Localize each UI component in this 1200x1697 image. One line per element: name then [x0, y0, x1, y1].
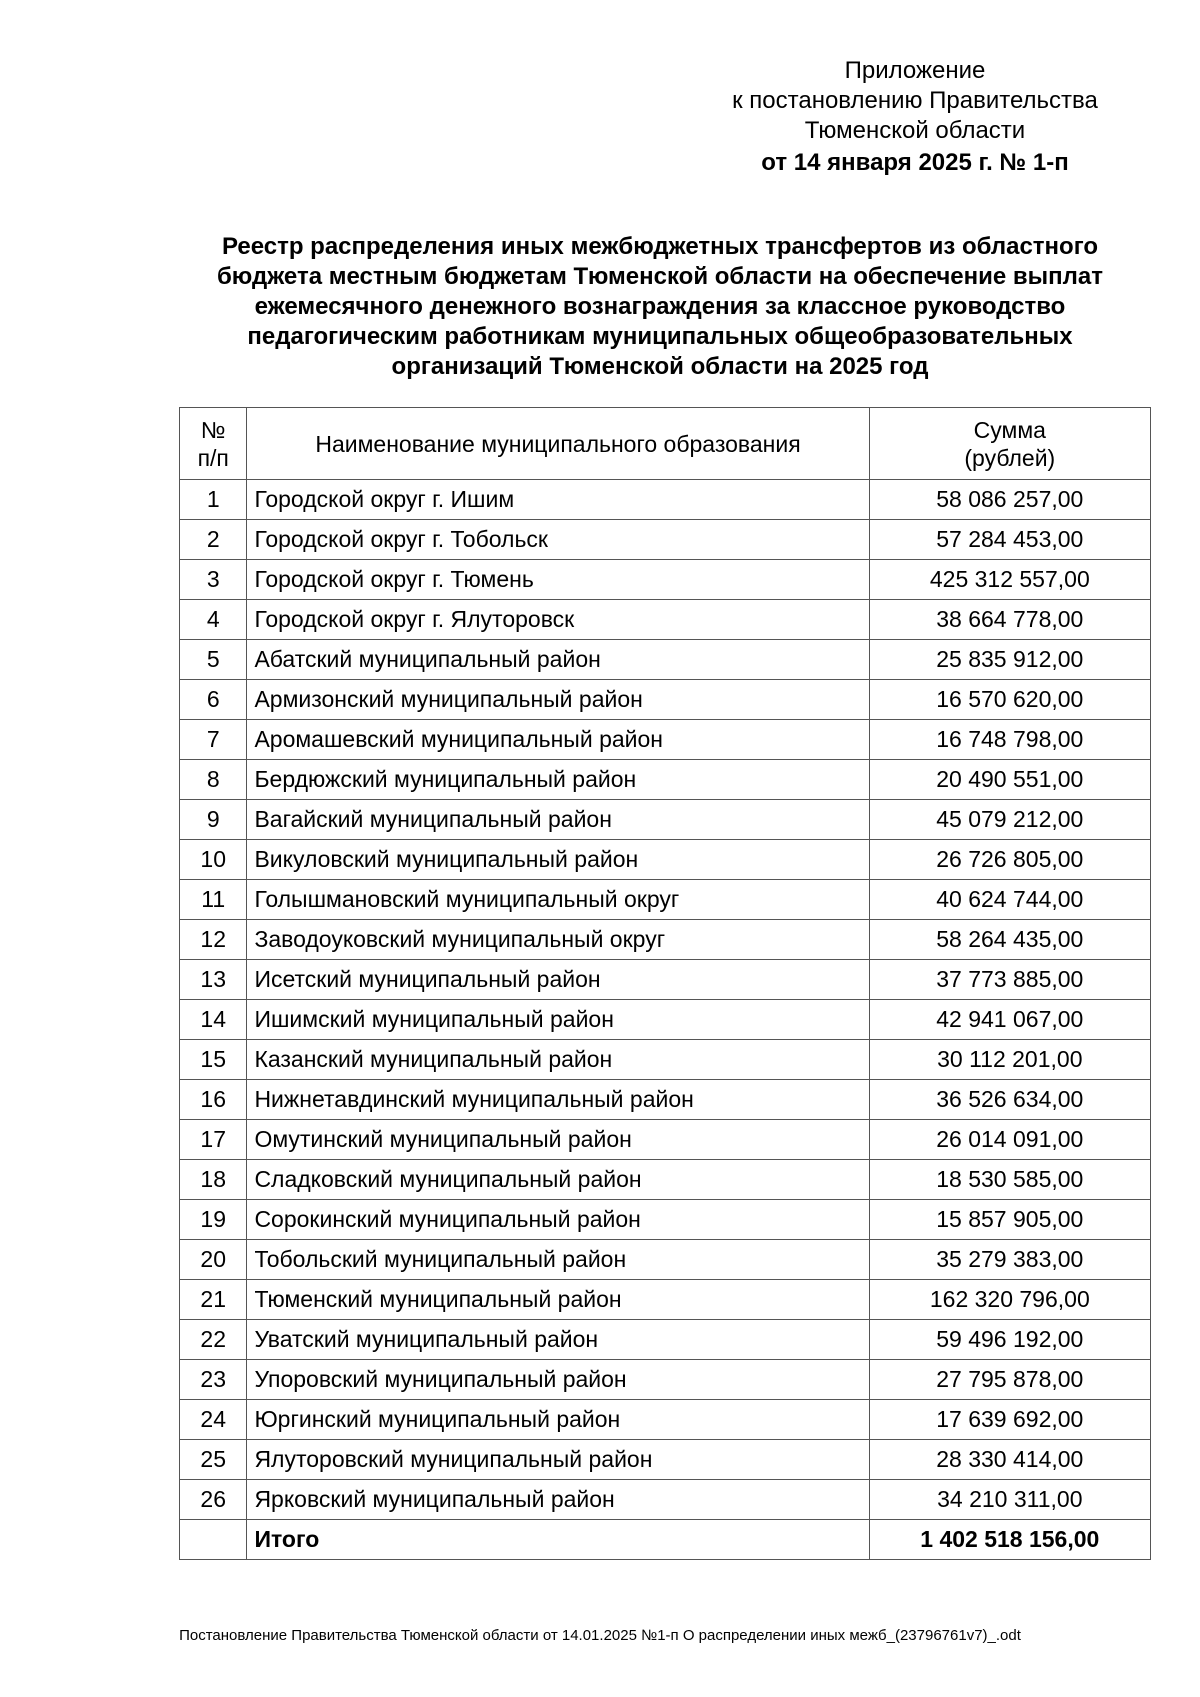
row-number: 2: [180, 520, 247, 560]
row-sum: 28 330 414,00: [869, 1440, 1150, 1480]
row-municipality: Вагайский муниципальный район: [247, 800, 869, 840]
row-municipality: Городской округ г. Тобольск: [247, 520, 869, 560]
title-line: Реестр распределения иных межбюджетных трансфертов из областного: [221, 233, 1099, 260]
row-number: 3: [180, 560, 247, 600]
row-sum: 26 014 091,00: [869, 1120, 1150, 1160]
header-sum-line1: Сумма: [973, 416, 1046, 443]
table-header-row: [180, 408, 1151, 480]
row-municipality: Городской округ г. Ишим: [247, 480, 869, 520]
row-sum: 18 530 585,00: [869, 1160, 1150, 1200]
row-number: 18: [180, 1160, 247, 1200]
table-row: [180, 880, 1151, 920]
row-municipality: Бердюжский муниципальный район: [247, 760, 869, 800]
row-sum: 162 320 796,00: [869, 1280, 1150, 1320]
table-row: [180, 960, 1151, 1000]
row-municipality: Уватский муниципальный район: [247, 1320, 869, 1360]
row-sum: 45 079 212,00: [869, 800, 1150, 840]
row-number: 8: [180, 760, 247, 800]
row-number: 23: [180, 1360, 247, 1400]
header-number: [180, 408, 247, 480]
row-sum: 35 279 383,00: [869, 1240, 1150, 1280]
row-municipality: Аромашевский муниципальный район: [247, 720, 869, 760]
appendix-region: Тюменской области: [804, 117, 1026, 144]
row-number: 12: [180, 920, 247, 960]
row-municipality: Тобольский муниципальный район: [247, 1240, 869, 1280]
table-row: [180, 800, 1151, 840]
row-municipality: Голышмановский муниципальный округ: [247, 880, 869, 920]
row-sum: 58 264 435,00: [869, 920, 1150, 960]
row-municipality: Заводоуковский муниципальный округ: [247, 920, 869, 960]
row-number: 19: [180, 1200, 247, 1240]
total-label: Итого: [247, 1520, 869, 1560]
row-sum: 30 112 201,00: [869, 1040, 1150, 1080]
row-municipality: Ялуторовский муниципальный район: [247, 1440, 869, 1480]
table-row: [180, 520, 1151, 560]
table-row: [180, 1000, 1151, 1040]
row-number: 14: [180, 1000, 247, 1040]
table-row: [180, 920, 1151, 960]
row-municipality: Армизонский муниципальный район: [247, 680, 869, 720]
row-sum: 57 284 453,00: [869, 520, 1150, 560]
table-row: [180, 480, 1151, 520]
row-sum: 40 624 744,00: [869, 880, 1150, 920]
row-number: 20: [180, 1240, 247, 1280]
table-row: [180, 1240, 1151, 1280]
row-number: 26: [180, 1480, 247, 1520]
header-number-line1: №: [200, 416, 226, 443]
row-number: 7: [180, 720, 247, 760]
table-row: [180, 600, 1151, 640]
row-municipality: Городской округ г. Тюмень: [247, 560, 869, 600]
appendix-date: от 14 января 2025 г. № 1-п: [761, 149, 1069, 176]
table-row: [180, 1320, 1151, 1360]
row-municipality: Исетский муниципальный район: [247, 960, 869, 1000]
row-sum: 20 490 551,00: [869, 760, 1150, 800]
row-sum: 16 570 620,00: [869, 680, 1150, 720]
table-row: [180, 1120, 1151, 1160]
header-sum: [869, 408, 1150, 480]
registry-body: [180, 480, 1151, 1560]
row-sum: 26 726 805,00: [869, 840, 1150, 880]
row-sum: 38 664 778,00: [869, 600, 1150, 640]
row-municipality: Тюменский муниципальный район: [247, 1280, 869, 1320]
row-number: 1: [180, 480, 247, 520]
table-row: [180, 1440, 1151, 1480]
row-sum: 425 312 557,00: [869, 560, 1150, 600]
row-sum: 17 639 692,00: [869, 1400, 1150, 1440]
row-number: 17: [180, 1120, 247, 1160]
table-row: [180, 1160, 1151, 1200]
row-number: 25: [180, 1440, 247, 1480]
table-row: [180, 1280, 1151, 1320]
row-number: 15: [180, 1040, 247, 1080]
row-sum: 27 795 878,00: [869, 1360, 1150, 1400]
row-number: 9: [180, 800, 247, 840]
row-municipality: Сорокинский муниципальный район: [247, 1200, 869, 1240]
total-row: [180, 1520, 1151, 1560]
table-row: [180, 1400, 1151, 1440]
row-number: 6: [180, 680, 247, 720]
row-municipality: Викуловский муниципальный район: [247, 840, 869, 880]
table-row: [180, 1360, 1151, 1400]
row-number: 22: [180, 1320, 247, 1360]
table-row: [180, 760, 1151, 800]
row-sum: 36 526 634,00: [869, 1080, 1150, 1120]
row-number: 5: [180, 640, 247, 680]
table-row: [180, 840, 1151, 880]
row-municipality: Ярковский муниципальный район: [247, 1480, 869, 1520]
table-row: [180, 1480, 1151, 1520]
title-line: педагогическим работникам муниципальных общеобразовательных: [247, 323, 1073, 350]
total-sum: 1 402 518 156,00: [869, 1520, 1150, 1560]
row-sum: 58 086 257,00: [869, 480, 1150, 520]
header-name: Наименование муниципального образования: [247, 408, 869, 480]
row-sum: 25 835 912,00: [869, 640, 1150, 680]
header-sum-line2: (рублей): [964, 444, 1056, 471]
header-number-line2: п/п: [197, 444, 229, 471]
table-row: [180, 1200, 1151, 1240]
row-number: 24: [180, 1400, 247, 1440]
table-row: [180, 1080, 1151, 1120]
table-row: [180, 720, 1151, 760]
document-title: [160, 232, 1160, 382]
row-sum: 59 496 192,00: [869, 1320, 1150, 1360]
appendix-label: Приложение: [844, 57, 986, 84]
row-sum: 15 857 905,00: [869, 1200, 1150, 1240]
row-sum: 16 748 798,00: [869, 720, 1150, 760]
appendix-block: [700, 56, 1130, 178]
total-number: [180, 1520, 247, 1560]
row-sum: 37 773 885,00: [869, 960, 1150, 1000]
row-municipality: Юргинский муниципальный район: [247, 1400, 869, 1440]
row-municipality: Городской округ г. Ялуторовск: [247, 600, 869, 640]
table-row: [180, 640, 1151, 680]
row-number: 11: [180, 880, 247, 920]
registry-table: [179, 407, 1151, 1560]
row-municipality: Омутинский муниципальный район: [247, 1120, 869, 1160]
row-sum: 42 941 067,00: [869, 1000, 1150, 1040]
row-number: 21: [180, 1280, 247, 1320]
table-row: [180, 1040, 1151, 1080]
table-row: [180, 680, 1151, 720]
row-municipality: Казанский муниципальный район: [247, 1040, 869, 1080]
row-sum: 34 210 311,00: [869, 1480, 1150, 1520]
row-municipality: Ишимский муниципальный район: [247, 1000, 869, 1040]
row-municipality: Упоровский муниципальный район: [247, 1360, 869, 1400]
title-line: организаций Тюменской области на 2025 год: [391, 353, 929, 380]
row-municipality: Сладковский муниципальный район: [247, 1160, 869, 1200]
row-municipality: Нижнетавдинский муниципальный район: [247, 1080, 869, 1120]
page-footer: Постановление Правительства Тюменской области от 14.01.2025 №1-п О распределении иных межб_(23796761v7)_.odt: [179, 1627, 1021, 1644]
title-line: бюджета местным бюджетам Тюменской области на обеспечение выплат: [216, 263, 1104, 290]
table-row: [180, 560, 1151, 600]
row-number: 4: [180, 600, 247, 640]
row-municipality: Абатский муниципальный район: [247, 640, 869, 680]
appendix-reference: к постановлению Правительства: [732, 87, 1098, 114]
row-number: 10: [180, 840, 247, 880]
title-line: ежемесячного денежного вознаграждения за классное руководство: [254, 293, 1066, 320]
row-number: 13: [180, 960, 247, 1000]
row-number: 16: [180, 1080, 247, 1120]
